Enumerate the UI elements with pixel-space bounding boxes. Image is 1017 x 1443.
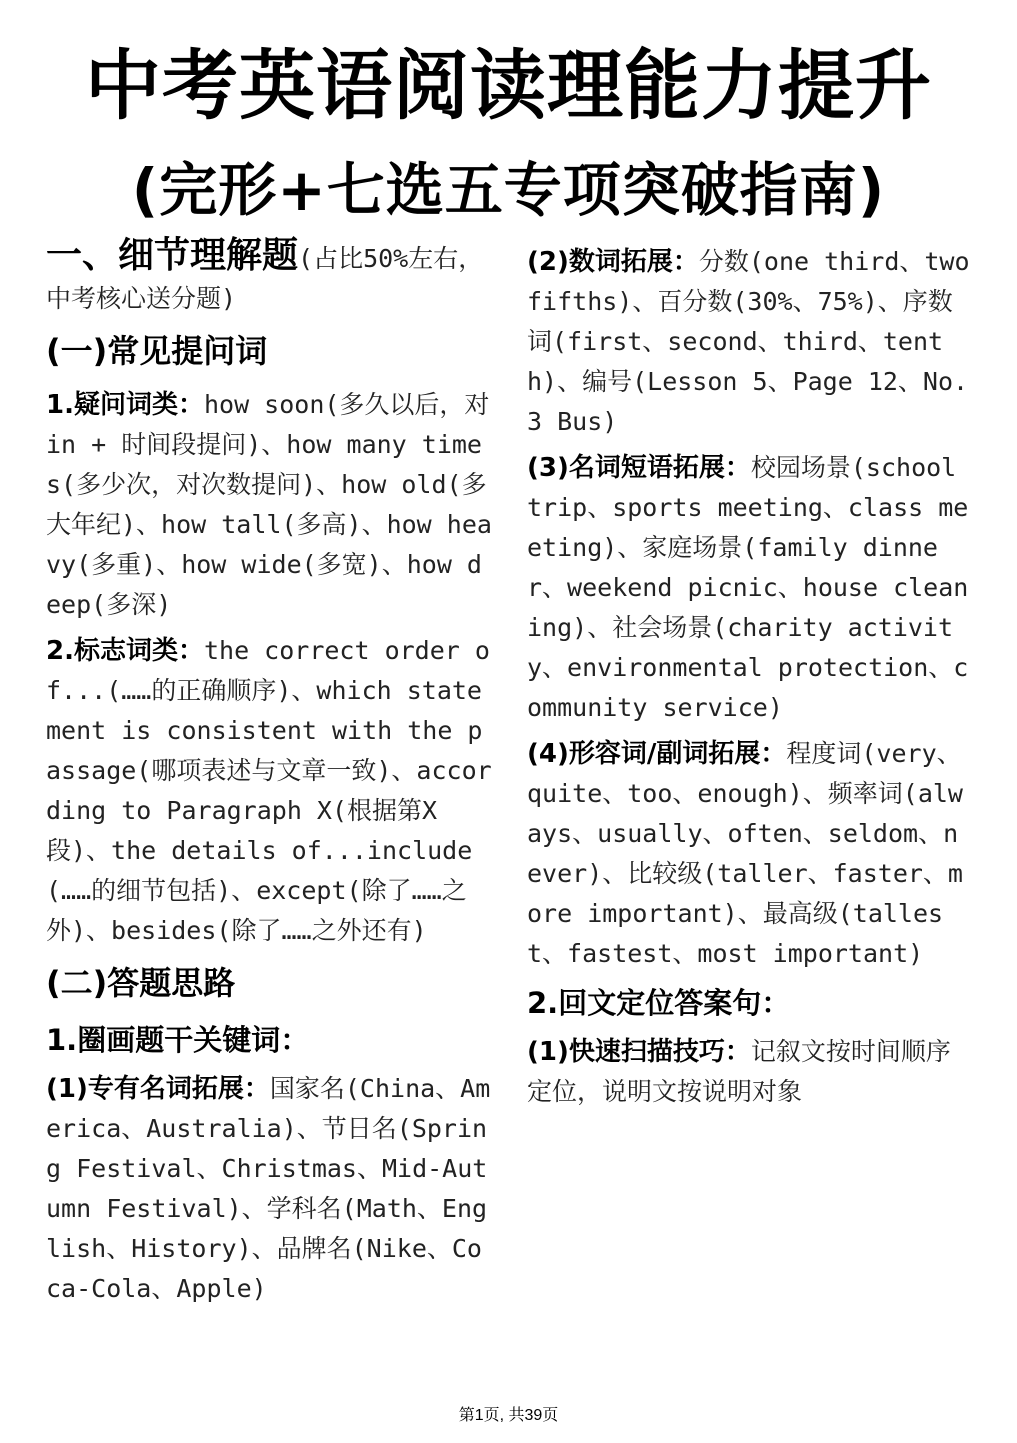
main-title: 中考英语阅读理能力提升 [85,41,932,130]
paragraph-noun-phrases [527,448,973,728]
section-heading-label: 一、细节理解题 [46,235,299,276]
page-number: 第1页, 共39页 [458,1407,559,1424]
paragraph-label: (4)形容词/副词拓展： [527,739,787,769]
paragraph-adjectives-adverbs [527,734,973,974]
paragraph-scanning-technique [527,1032,973,1112]
paragraph-text: 分数(one third、two fifths)、百分数(30%、75%)、序数词(first、second、third、tenth)、编号(Lesson 5、Page 12、No.3 Bus) [527,247,970,436]
subheading-question-words: (一)常见提问词 [46,332,268,370]
paragraph-label: (3)名词短语拓展： [527,453,751,483]
paragraph-text: 程度词(very、quite、too、enough)、频率词(always、usually、often、seldom、never)、比较级(taller、faster、more important)、最高级(tallest、fastest、most important) [527,739,963,968]
paragraph-label: (1)快速扫描技巧： [527,1037,751,1067]
step-heading-circle-keywords: 1.圈画题干关键词： [46,1023,310,1057]
section-heading-detail-comprehension [46,236,494,319]
subtitle: (完形+七选五专项突破指南) [131,156,886,224]
paragraph-label: (1)专有名词拓展： [46,1074,270,1104]
paragraph-interrogative-words [46,385,494,625]
subheading-answer-approach: (二)答题思路 [46,964,236,1002]
paragraph-text: the correct order of...(……的正确顺序)、which statement is consistent with the passage(哪项表述与文章一致)、according to Paragraph X(根据第X段)、the details of...include(……的细节包括)、except(除了……之外)、besides(除了……之外还有) [46,636,492,945]
left-column [46,236,494,1315]
step-heading-locate-answer: 2.回文定位答案句： [527,986,791,1020]
section-heading-note: (占比50%左右，中考核心送分题) [46,244,484,313]
paragraph-text: how soon(多久以后，对 in + 时间段提问)、how many times(多少次，对次数提问)、how old(多大年纪)、how tall(多高)、how heavy(多重)、how wide(多宽)、how deep(多深) [46,390,492,619]
paragraph-label: 1.疑问词类： [46,390,204,420]
paragraph-proper-nouns [46,1069,494,1309]
paragraph-label: 2.标志词类： [46,636,204,666]
paragraph-numerals [527,242,973,442]
right-column [527,236,973,1118]
paragraph-signal-words [46,631,494,951]
paragraph-text: 记叙文按时间顺序定位，说明文按说明对象 [527,1037,951,1106]
paragraph-text: 国家名(China、America、Australia)、节日名(Spring Festival、Christmas、Mid-Autumn Festival)、学科名(Math、English、History)、品牌名(Nike、Coca-Cola、Apple) [46,1074,491,1303]
paragraph-label: (2)数词拓展： [527,247,699,277]
paragraph-text: 校园场景(school trip、sports meeting、class meeting)、家庭场景(family dinner、weekend picnic、house cleaning)、社会场景(charity activity、environmental protection、community service) [527,453,969,722]
